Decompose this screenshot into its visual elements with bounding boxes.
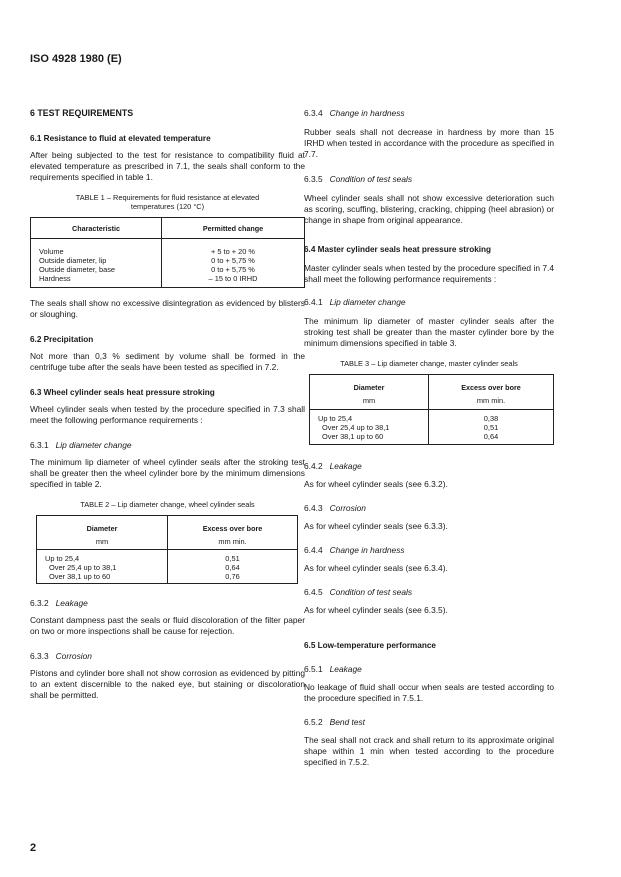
section-6-4-5-title: 6.4.5 Condition of test seals	[304, 587, 413, 597]
table-row: Over 38,1 up to 60 0,64	[310, 432, 554, 445]
table-3-unit-excess: mm min.	[429, 392, 554, 410]
section-6-4-3-text: As for wheel cylinder seals (see 6.3.3).	[304, 521, 448, 531]
section-6-3-title: 6.3 Wheel cylinder seals heat pressure stroking	[30, 388, 215, 397]
table-1-note: The seals shall show no excessive disintegration as evidenced by blisters or sloughing.	[30, 298, 305, 319]
section-6-3-text: Wheel cylinder seals when tested by the procedure specified in 7.3 shall meet the following performance requirements :	[30, 404, 305, 425]
table-row: Outside diameter, lip 0 to + 5,75 %	[31, 256, 305, 265]
table-1	[30, 217, 305, 288]
section-6-5-title: 6.5 Low-temperature performance	[304, 641, 436, 650]
table-row: Outside diameter, base 0 to + 5,75 %	[31, 265, 305, 274]
section-6-3-5-title: 6.3.5 Condition of test seals	[304, 174, 413, 184]
table-row: Over 25,4 up to 38,1 0,51	[310, 423, 554, 432]
table-3-caption: TABLE 3 – Lip diameter change, master cylinder seals	[340, 359, 518, 368]
table-row: Over 25,4 up to 38,1 0,64	[37, 563, 298, 572]
table-row: Hardness – 15 to 0 IRHD	[31, 274, 305, 288]
section-6-3-5-text: Wheel cylinder seals shall not show excessive deterioration such as scoring, scuffing, blistering, cracking, chipping (heel abrasion) or change in shape from original appearance.	[304, 193, 554, 225]
table-3-head-excess: Excess over bore	[429, 375, 554, 393]
table-1-caption-line2: temperatures (120 °C)	[130, 202, 205, 211]
section-6-5-2-title: 6.5.2 Bend test	[304, 717, 366, 727]
table-row: Up to 25,4 0,51	[37, 550, 298, 564]
section-6-3-3-title: 6.3.3 Corrosion	[30, 651, 92, 661]
page-number: 2	[30, 842, 37, 854]
section-6-3-2-title: 6.3.2 Leakage	[30, 598, 88, 608]
section-6-2-title: 6.2 Precipitation	[30, 335, 94, 344]
table-2-head-excess: Excess over bore	[168, 516, 298, 534]
section-6-2-text: Not more than 0,3 % sediment by volume shall be formed in the centrifuge tube after the seals have been tested as specified in 7.2.	[30, 351, 305, 372]
table-2-unit-diameter: mm	[37, 533, 168, 550]
section-6-title: 6 TEST REQUIREMENTS	[30, 108, 134, 118]
table-row: Up to 25,4 0,38	[310, 410, 554, 424]
section-6-1-title: 6.1 Resistance to fluid at elevated temperature	[30, 134, 211, 143]
document-header: ISO 4928 1980 (E)	[30, 53, 122, 65]
section-6-4-title: 6.4 Master cylinder seals heat pressure stroking	[304, 245, 492, 254]
table-1-caption	[30, 193, 305, 211]
table-2	[36, 515, 298, 584]
section-6-4-text: Master cylinder seals when tested by the procedure specified in 7.4 shall meet the following performance requirements :	[304, 263, 554, 284]
section-6-5-1-text: No leakage of fluid shall occur when seals are tested according to the procedure specified in 7.5.1.	[304, 682, 554, 703]
table-2-caption: TABLE 2 – Lip diameter change, wheel cylinder seals	[80, 500, 255, 509]
section-6-4-4-text: As for wheel cylinder seals (see 6.3.4).	[304, 563, 448, 573]
section-6-5-2-text: The seal shall not crack and shall return to its approximate original shape within 1 min when tested according to the procedure specified in 7.5.2.	[304, 735, 554, 767]
table-1-head-change: Permitted change	[162, 218, 305, 239]
table-row: Volume + 5 to + 20 %	[31, 239, 305, 257]
table-3-unit-diameter: mm	[310, 392, 429, 410]
table-3-head-diameter: Diameter	[353, 383, 385, 392]
section-6-3-2-text: Constant dampness past the seals or fluid discoloration of the filter paper on two or more inspections shall be cause for rejection.	[30, 615, 305, 636]
section-6-3-1-text: The minimum lip diameter of wheel cylinder seals after the stroking test shall be greater then the wheel cylinder bore by the minimum dimensions specified in table 2.	[30, 457, 305, 489]
section-6-4-2-title: 6.4.2 Leakage	[304, 461, 362, 471]
section-6-4-4-title: 6.4.4 Change in hardness	[304, 545, 405, 555]
section-6-4-3-title: 6.4.3 Corrosion	[304, 503, 366, 513]
section-6-4-1-title: 6.4.1 Lip diameter change	[304, 297, 406, 307]
left-column	[30, 108, 305, 701]
table-2-unit-excess: mm min.	[168, 533, 298, 550]
section-6-4-5-text: As for wheel cylinder seals (see 6.3.5).	[304, 605, 448, 615]
section-6-4-2-text: As for wheel cylinder seals (see 6.3.2).	[304, 479, 448, 489]
section-6-4-1-text: The minimum lip diameter of master cylinder seals after the stroking test shall be greater than the master cylinder bore by the minimum dimensions specified in table 3.	[304, 316, 554, 348]
table-1-caption-line1: TABLE 1 – Requirements for fluid resistance at elevated	[75, 193, 260, 202]
section-6-3-4-text: Rubber seals shall not decrease in hardness by more than 15 IRHD when tested in accordance with the procedure as specified in 7.7.	[304, 127, 554, 159]
table-1-head-characteristic: Characteristic	[31, 218, 162, 239]
section-6-3-1-title: 6.3.1 Lip diameter change	[30, 440, 132, 450]
section-6-5-1-title: 6.5.1 Leakage	[304, 664, 362, 674]
table-3	[309, 374, 554, 445]
section-6-3-3-text: Pistons and cylinder bore shall not show corrosion as evidenced by pitting to an extent discernible to the naked eye, but staining or discoloration shall be permitted.	[30, 668, 305, 700]
right-column	[304, 108, 554, 768]
section-6-1-text: After being subjected to the test for resistance to compatibility fluid at elevated temperature as prescribed in 7.1, the seals shall conform to the requirements specified in table 1.	[30, 150, 305, 182]
table-2-head-diameter: Diameter	[86, 524, 118, 533]
table-row: Over 38,1 up to 60 0,76	[37, 572, 298, 584]
section-6-3-4-title: 6.3.4 Change in hardness	[304, 108, 405, 118]
